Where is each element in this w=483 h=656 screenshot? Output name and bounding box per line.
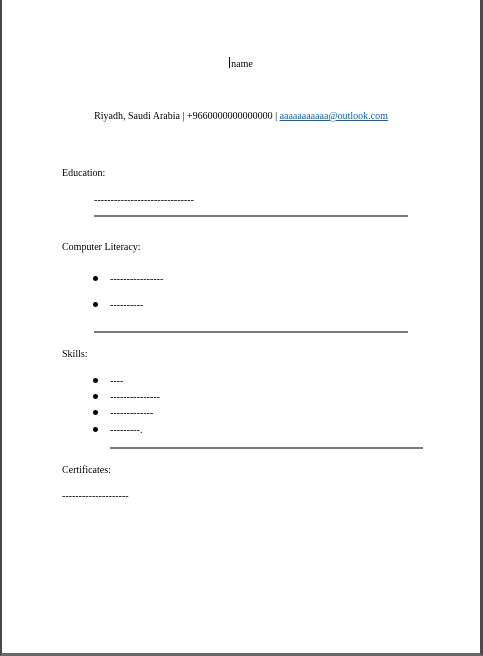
candidate-name: name — [231, 59, 253, 70]
name-line[interactable] — [2, 57, 480, 71]
skills-item-1: ---- — [110, 376, 124, 387]
computer-literacy-divider — [94, 331, 408, 333]
bullet-icon — [93, 378, 98, 383]
computer-literacy-item-2: ---------- — [110, 300, 144, 311]
skills-item-2: --------------- — [110, 392, 160, 403]
bullet-icon — [93, 410, 98, 415]
education-entry: ------------------------------ — [94, 195, 194, 206]
computer-literacy-heading: Computer Literacy: — [62, 242, 141, 253]
certificates-entry: -------------------- — [62, 491, 129, 502]
skills-item-3: ------------- — [110, 408, 154, 419]
education-heading: Education: — [62, 168, 106, 179]
computer-literacy-item-1: ---------------- — [110, 274, 164, 285]
education-divider — [94, 215, 408, 217]
email-link[interactable]: aaaaaaaaaaa@outlook.com — [279, 111, 388, 122]
contact-line — [2, 111, 480, 123]
bullet-icon — [93, 276, 98, 281]
skills-item-4: ---------. — [110, 425, 143, 436]
bullet-icon — [93, 394, 98, 399]
bullet-icon — [93, 302, 98, 307]
skills-heading: Skills: — [62, 349, 88, 360]
certificates-heading: Certificates: — [62, 465, 111, 476]
skills-divider — [110, 447, 423, 449]
location-phone: Riyadh, Saudi Arabia | +9660000000000000 | — [94, 111, 280, 122]
bullet-icon — [93, 427, 98, 432]
